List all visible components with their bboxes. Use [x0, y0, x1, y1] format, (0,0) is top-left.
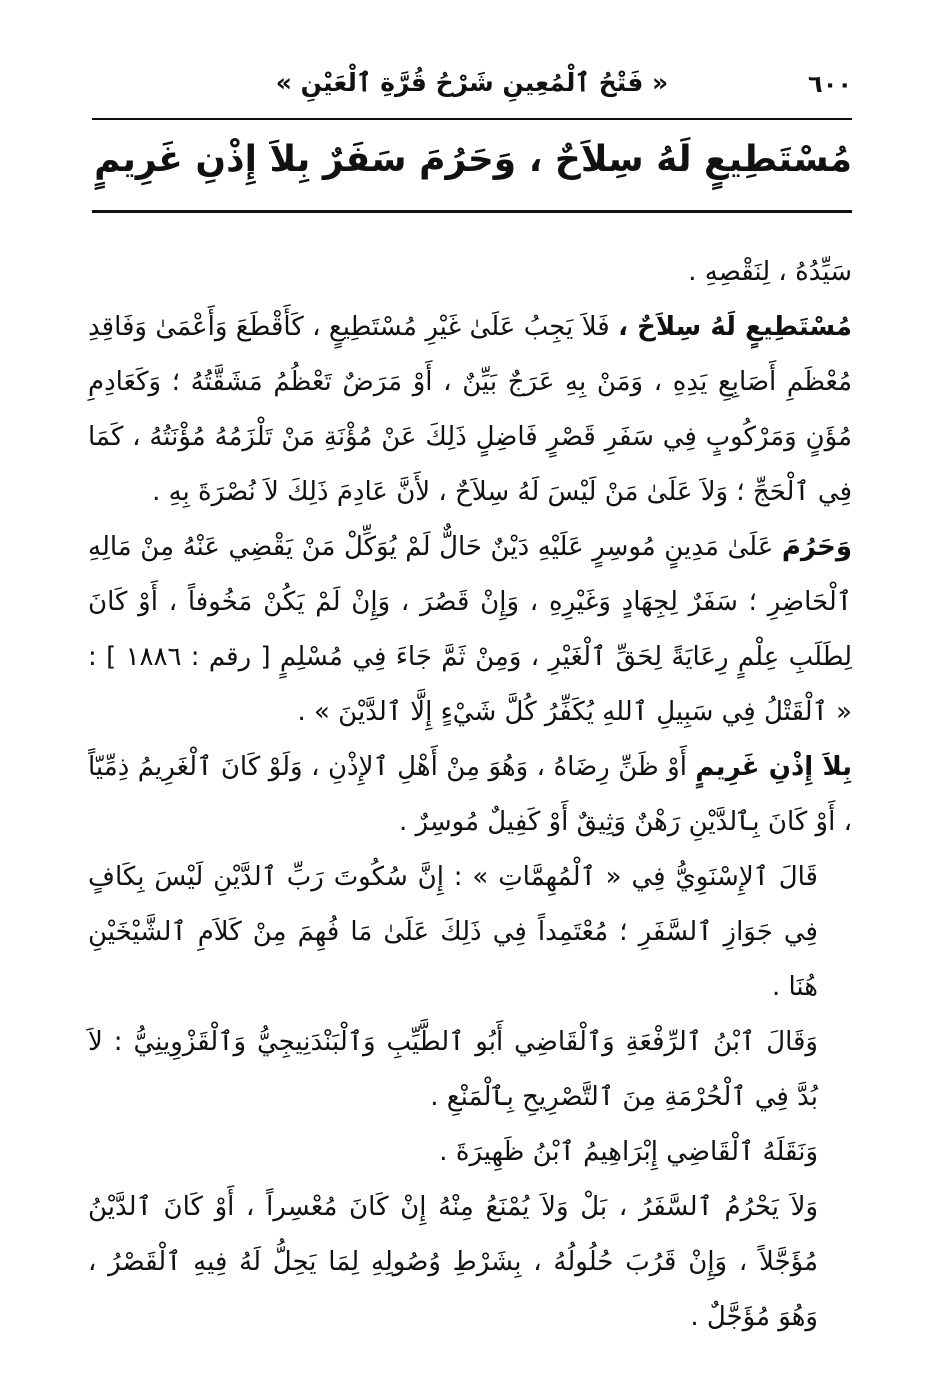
paragraph — [88, 1180, 852, 1345]
paragraph-text: وَنَقَلَهُ ٱلْقَاضِي إِبْرَاهِيمُ ٱبْنُ ظَهِيرَةَ . — [439, 1137, 818, 1167]
paragraph-text: عَلَىٰ مَدِينٍ مُوسِرٍ عَلَيْهِ دَيْنٌ حَالٌّ لَمْ يُوَكِّلْ مَنْ يَقْضِي عَنْهُ مِنْ مَالِهِ ٱلْحَاضِرِ ؛ سَفَرٌ لِجِهَادٍ وَغَيْرِهِ ، وَإِنْ قَصُرَ ، وَإِنْ لَمْ يَكُنْ مَخُوفاً ، أَوْ كَانَ لِطَلَبِ عِلْمٍ رِعَايَةً لِحَقِّ ٱلْغَيْرِ ، وَمِنْ ثَمَّ جَاءَ فِي مُسْلِمٍ [ رقم : ١٨٨٦ ] : « ٱلْقَتْلُ فِي سَبِيلِ ٱللهِ يُكَفِّرُ كُلَّ شَيْءٍ إِلَّا ٱلدَّيْنَ » . — [88, 532, 852, 727]
paragraph-text: فَلاَ يَجِبُ عَلَىٰ غَيْرِ مُسْتَطِيعٍ ، كَأَقْطَعَ وَأَعْمَىٰ وَفَاقِدِ مُعْظَمِ أَصَابِعِ يَدِهِ ، وَمَنْ بِهِ عَرَجٌ بَيِّنٌ ، أَوْ مَرَضٌ تَعْظُمُ مَشَقَّتُهُ ؛ وَكَعَادِمِ مُؤَنٍ وَمَرْكُوبٍ فِي سَفَرِ قَصْرٍ فَاضِلٍ ذَلِكَ عَنْ مُؤْنَةِ مَنْ تَلْزَمُهُ مُؤْنَتُهُ ، كَمَا فِي ٱلْحَجِّ ؛ وَلاَ عَلَىٰ مَنْ لَيْسَ لَهُ سِلاَحٌ ، لأَنَّ عَادِمَ ذَلِكَ لاَ نُصْرَةَ بِهِ . — [88, 312, 852, 507]
lemma-text: وَحَرُمَ — [781, 532, 852, 562]
matn-divider-rule — [92, 210, 852, 213]
paragraph-text: سَيِّدُهُ ، لِنَقْصِهِ . — [688, 257, 852, 287]
paragraph-text: قَالَ ٱلإِسْنَوِيُّ فِي « ٱلْمُهِمَّاتِ » : إِنَّ سُكُوتَ رَبِّ ٱلدَّيْنِ لَيْسَ بِكَافٍ فِي جَوَازِ ٱلسَّفَرِ ؛ مُعْتَمِداً فِي ذَلِكَ عَلَىٰ مَا فُهِمَ مِنْ كَلاَمِ ٱلشَّيْخَيْنِ هُنَا . — [88, 862, 818, 1002]
paragraph — [88, 740, 852, 850]
page-header — [92, 66, 852, 106]
paragraph — [88, 300, 852, 520]
matn-text: مُسْتَطِيعٍ لَهُ سِلاَحٌ ، وَحَرُمَ سَفَرٌ بِلاَ إِذْنِ غَرِيمٍ — [94, 139, 852, 180]
lemma-text: بِلاَ إِذْنِ غَرِيمٍ — [695, 752, 852, 782]
header-rule — [92, 118, 852, 120]
paragraph-text: وَقَالَ ٱبْنُ ٱلرِّفْعَةِ وَٱلْقَاضِي أَبُو ٱلطَّيِّبِ وَٱلْبَنْدَنِيجِيُّ وَٱلْقَزْوِينِيُّ : لاَ بُدَّ فِي ٱلْحُرْمَةِ مِنَ ٱلتَّصْرِيحِ بِٱلْمَنْعِ . — [88, 1027, 818, 1112]
paragraph — [88, 1125, 852, 1180]
lemma-text: مُسْتَطِيعٍ لَهُ سِلاَحٌ ، — [618, 312, 852, 342]
commentary-body — [88, 245, 852, 1345]
paragraph — [88, 1015, 852, 1125]
running-title: « فَتْحُ ٱلْمُعِينِ شَرْحُ قُرَّةِ ٱلْعَيْنِ » — [275, 68, 669, 97]
page-number: ٦٠٠ — [808, 70, 852, 98]
paragraph-text: أَوْ ظَنِّ رِضَاهُ ، وَهُوَ مِنْ أَهْلِ ٱلإِذْنِ ، وَلَوْ كَانَ ٱلْغَرِيمُ ذِمِّيّاً ، أَوْ كَانَ بِٱلدَّيْنِ رَهْنٌ وَثِيقٌ أَوْ كَفِيلٌ مُوسِرٌ . — [88, 752, 852, 837]
paragraph — [88, 850, 852, 1015]
paragraph-text: وَلاَ يَحْرُمُ ٱلسَّفَرُ ، بَلْ وَلاَ يُمْنَعُ مِنْهُ إِنْ كَانَ مُعْسِراً ، أَوْ كَانَ ٱلدَّيْنُ مُؤَجَّلاً ، وَإِنْ قَرُبَ حُلُولُهُ ، بِشَرْطِ وُصُولِهِ لِمَا يَحِلُّ لَهُ فِيهِ ٱلْقَصْرُ ، وَهُوَ مُؤَجَّلٌ . — [88, 1192, 818, 1332]
paragraph — [88, 520, 852, 740]
paragraph — [88, 245, 852, 300]
